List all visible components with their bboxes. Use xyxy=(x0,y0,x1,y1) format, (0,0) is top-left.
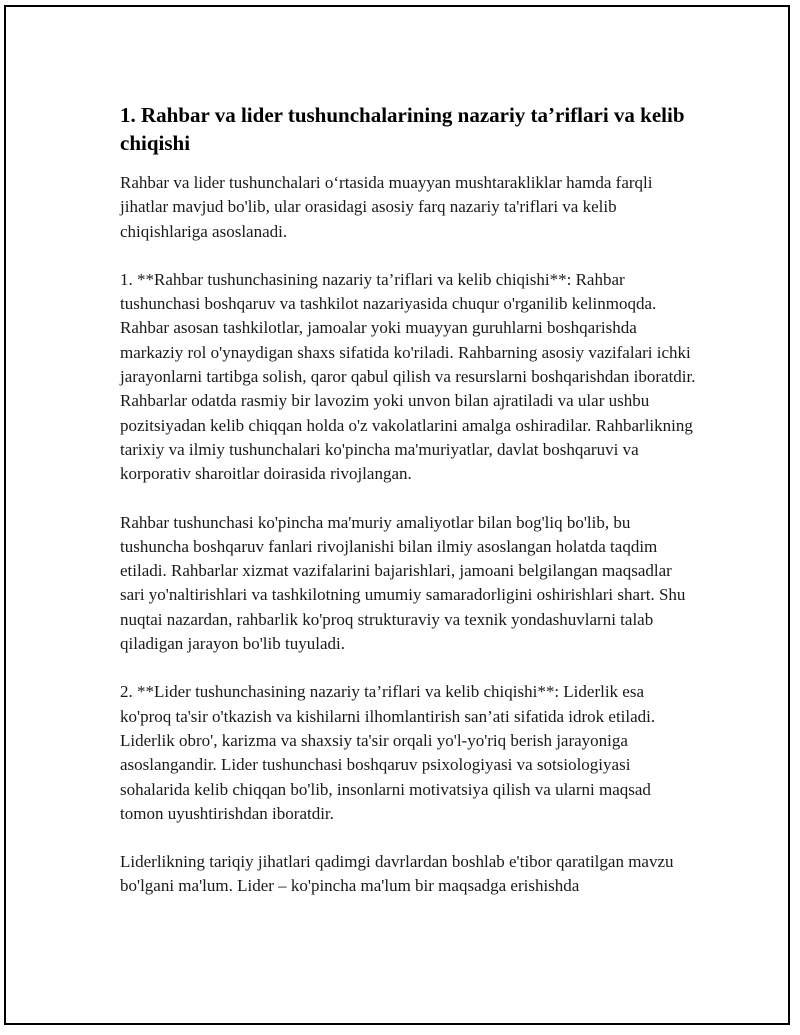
section-heading: 1. Rahbar va lider tushunchalarining nazariy ta’riflari va kelib chiqishi xyxy=(120,103,685,155)
document-body xyxy=(120,101,698,923)
paragraph-rahbar-definition: 1. **Rahbar tushunchasining nazariy ta’riflari va kelib chiqishi**: Rahbar tushunchasi boshqaruv va tashkilot nazariyasida chuqur o'rganilib kelinmoqda. Rahbar asosan tashkilotlar, jamoalar yoki muayyan guruhlarni boshqarishda markaziy rol o'ynaydigan shaxs sifatida ko'riladi. Rahbarning asosiy vazifalari ichki jarayonlarni tartibga solish, qaror qabul qilish va resurslarni boshqarishdan iboratdir. Rahbarlar odatda rasmiy bir lavozim yoki unvon bilan ajratiladi va ular ushbu pozitsiyadan kelib chiqqan holda o'z vakolatlarini amalga oshiradilar. Rahbarlikning tarixiy va ilmiy tushunchalari ko'pincha ma'muriyatlar, davlat boshqaruvi va korporativ sharoitlar doirasida rivojlangan. xyxy=(120,269,696,484)
paragraph-intro: Rahbar va lider tushunchalari o‘rtasida muayyan mushtarakliklar hamda farqli jihatlar mavjud bo'lib, ular orasidagi asosiy farq nazariy ta'riflari va kelib chiqishlariga asoslanadi. xyxy=(120,173,653,241)
page-frame xyxy=(4,5,790,1025)
paragraph-lider-definition: 2. **Lider tushunchasining nazariy ta’riflari va kelib chiqishi**: Liderlik esa ko'proq ta'sir o'tkazish va kishilarni ilhomlantirish san’ati sifatida idrok etiladi. Liderlik obro', karizma va shaxsiy ta'sir orqali yo'l-yo'riq berish jarayoniga asoslangandir. Lider tushunchasi boshqaruv psixologiyasi va sotsiologiyasi sohalarida kelib chiqqan bo'lib, insonlarni motivatsiya qilish va ularni maqsad tomon uyushtirishdan iboratdir. xyxy=(120,682,656,823)
paragraph-rahbar-practice: Rahbar tushunchasi ko'pincha ma'muriy amaliyotlar bilan bog'liq bo'lib, bu tushuncha boshqaruv fanlari rivojlanishi bilan ilmiy asoslangan holatda taqdim etiladi. Rahbarlar xizmat vazifalarini bajarishlari, jamoani belgilangan maqsadlar sari yo'naltirishlari va tashkilotning umumiy samaradorligini oshirishlari shart. Shu nuqtai nazardan, rahbarlik ko'proq strukturaviy va texnik yondashuvlarni talab qiladigan jarayon bo'lib tuyuladi. xyxy=(120,512,686,654)
paragraph-lider-history: Liderlikning tariqiy jihatlari qadimgi davrlardan boshlab e'tibor qaratilgan mavzu bo'lgani ma'lum. Lider – ko'pincha ma'lum bir maqsadga erishishda xyxy=(120,852,674,896)
